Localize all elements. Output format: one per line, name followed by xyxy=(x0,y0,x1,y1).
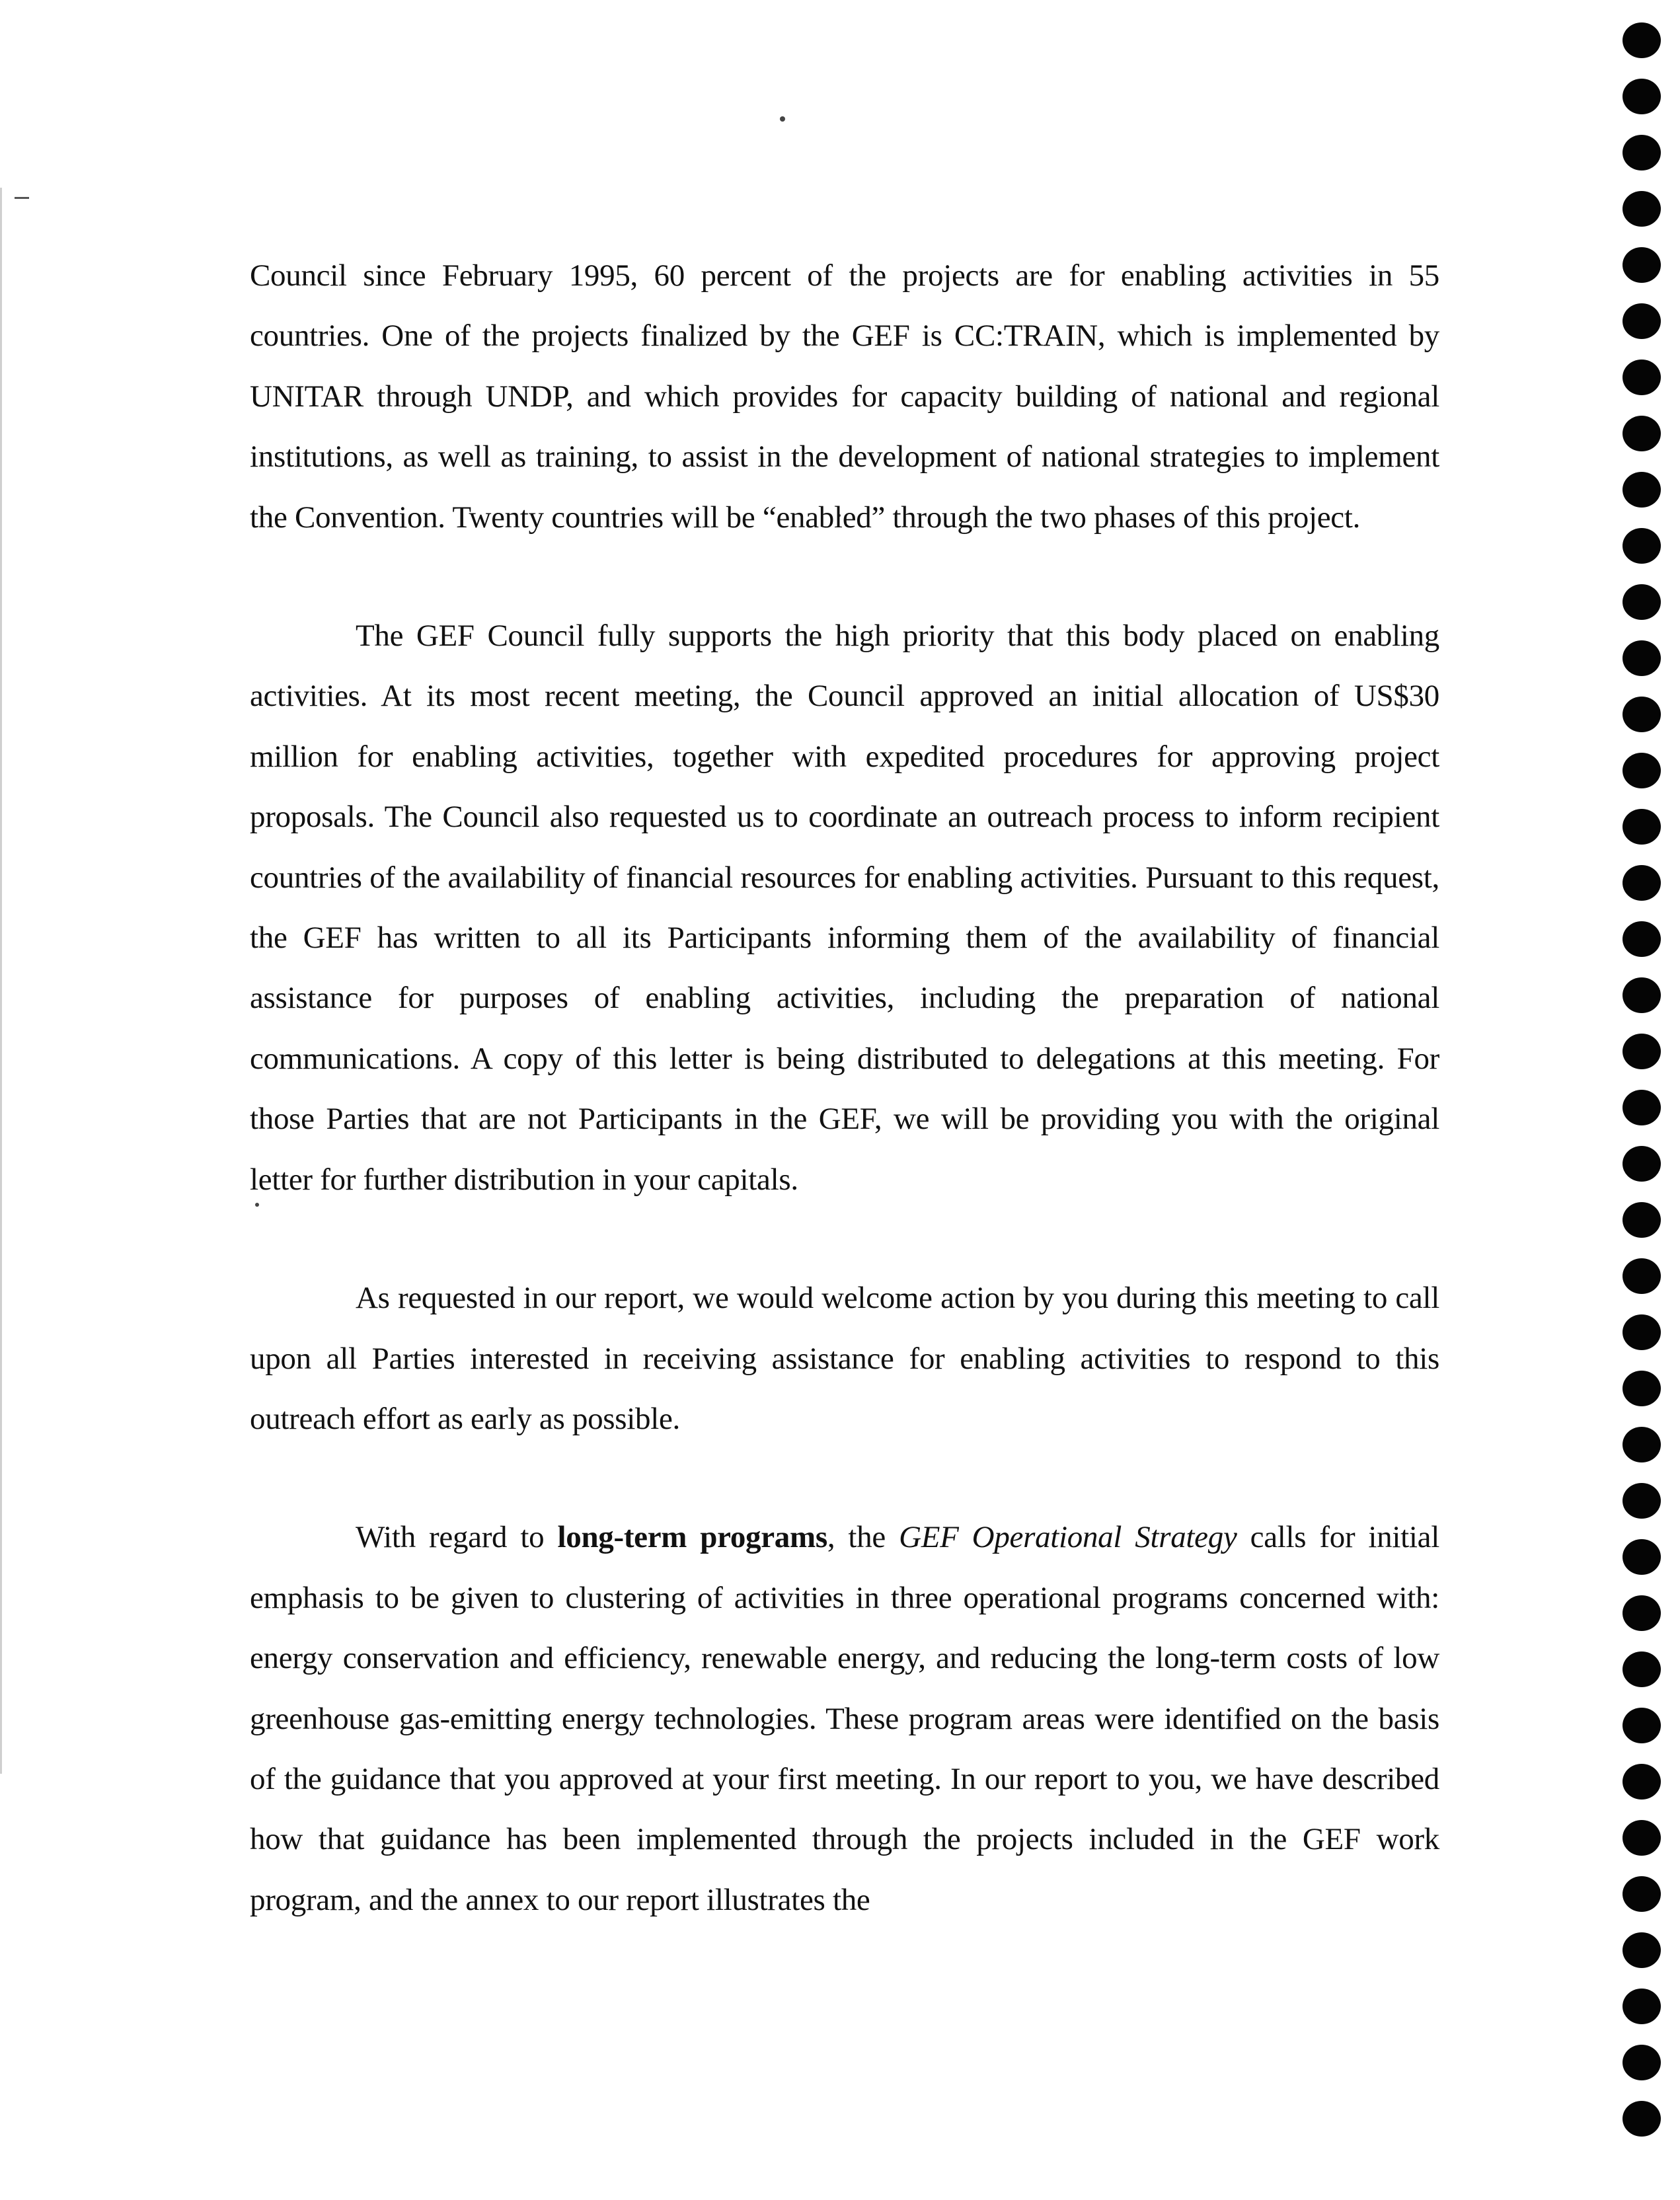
punch-hole xyxy=(1623,247,1661,283)
bold-term: long-term programs xyxy=(557,1520,827,1555)
punch-hole xyxy=(1623,360,1661,395)
punch-hole xyxy=(1623,921,1661,957)
punch-hole xyxy=(1623,1146,1661,1182)
punch-hole xyxy=(1623,697,1661,732)
punch-hole xyxy=(1623,191,1661,227)
punch-hole xyxy=(1623,1034,1661,1069)
italic-title: GEF Operational Strategy xyxy=(899,1520,1237,1555)
scan-speck xyxy=(780,116,785,122)
punch-hole xyxy=(1623,865,1661,901)
paragraph-outreach-request xyxy=(250,1268,1439,1449)
punch-hole xyxy=(1623,2101,1661,2137)
paragraph-text: As requested in our report, we would welcome action by you during this meeting to call upon all Parties interested in receiving assistance for enabling activities to respond to this outreach effort as early as possible. xyxy=(250,1281,1439,1436)
punch-hole xyxy=(1623,1539,1661,1575)
punch-hole xyxy=(1623,1595,1661,1631)
margin-tick-mark xyxy=(15,197,29,199)
paragraph-text: The GEF Council fully supports the high priority that this body placed on enabling activities. At its most recent meeting, the Council approved an initial allocation of US$30 million for enabling activities, together with expedited procedures for approving project proposals. The Council also requested us to coordinate an outreach process to inform recipient countries of the availability of financial resources for enabling activities. Pursuant to this request, the GEF has written to all its Participants informing them of the availability of financial assistance for purposes of enabling activities, including the preparation of national communications. A copy of this letter is being distributed to delegations at this meeting. For those Parties that are not Participants in the GEF, we will be providing you with the original letter for further distribution in your capitals. xyxy=(250,619,1439,1197)
punch-hole xyxy=(1623,135,1661,171)
punch-hole xyxy=(1623,22,1661,58)
binding-margin-line xyxy=(0,188,2,1774)
paragraph-council-support xyxy=(250,606,1439,1210)
paragraph-text: , the xyxy=(827,1520,899,1555)
punch-hole xyxy=(1623,303,1661,339)
punch-hole xyxy=(1623,1202,1661,1238)
punch-hole xyxy=(1623,1876,1661,1912)
punch-hole xyxy=(1623,2045,1661,2080)
punch-hole xyxy=(1623,79,1661,114)
punch-hole xyxy=(1623,1708,1661,1743)
punch-hole xyxy=(1623,1820,1661,1856)
paragraph-text: calls for initial emphasis to be given to clustering of activities in three operational programs concerned with: energy conservation and efficiency, renewable energy, and reducing the long-term costs of low greenhouse gas-emitting energy technologies. These program areas were identified on the basis of the guidance that you approved at your first meeting. In our report to you, we have described how that guidance has been implemented through the projects included in the GEF work program, and the annex to our report illustrates the xyxy=(250,1520,1439,1917)
punch-hole xyxy=(1623,1932,1661,1968)
punch-hole xyxy=(1623,416,1661,451)
punch-hole xyxy=(1623,1483,1661,1519)
punch-hole xyxy=(1623,1090,1661,1125)
punch-hole xyxy=(1623,1371,1661,1406)
punch-hole xyxy=(1623,1764,1661,1800)
paragraph-long-term-programs xyxy=(250,1507,1439,1930)
paragraph-text: Council since February 1995, 60 percent of the projects are for enabling activities in 55 countries. One of the projects finalized by the GEF is CC:TRAIN, which is implemented by UNITAR through UNDP, and which provides for capacity building of national and regional institutions, as well as training, to assist in the development of national strategies to implement the Convention. Twenty countries will be “enabled” through the two phases of this project. xyxy=(250,258,1439,535)
document-body xyxy=(250,246,1439,1930)
punch-hole xyxy=(1623,472,1661,508)
punch-hole xyxy=(1623,1989,1661,2024)
punch-hole xyxy=(1623,640,1661,676)
punch-hole xyxy=(1623,1258,1661,1294)
punch-hole xyxy=(1623,1651,1661,1687)
punch-hole-strip xyxy=(1623,22,1663,2197)
punch-hole xyxy=(1623,809,1661,845)
punch-hole xyxy=(1623,584,1661,620)
paragraph-enabling-activities-projects xyxy=(250,246,1439,548)
paragraph-text: With regard to xyxy=(356,1520,558,1555)
punch-hole xyxy=(1623,528,1661,564)
punch-hole xyxy=(1623,753,1661,788)
punch-hole xyxy=(1623,977,1661,1013)
punch-hole xyxy=(1623,1314,1661,1350)
punch-hole xyxy=(1623,1427,1661,1462)
